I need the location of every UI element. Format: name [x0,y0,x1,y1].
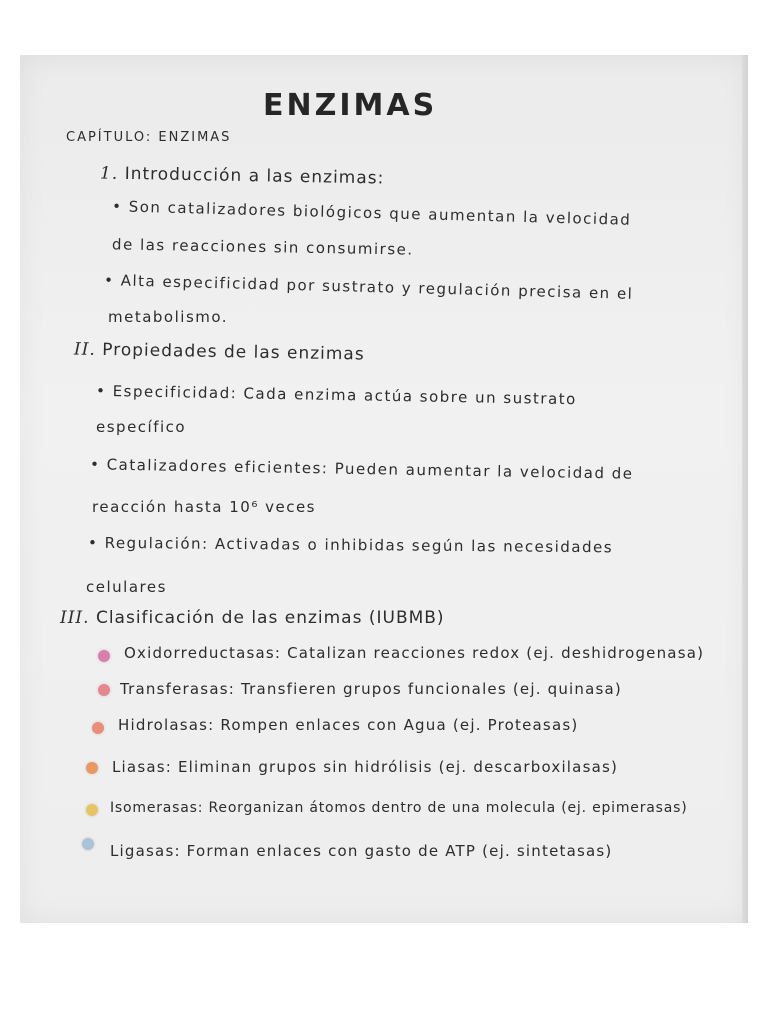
class-6-text: Ligasas: Forman enlaces con gasto de ATP (ej. sintetasas) [110,842,613,860]
section-1-line-1: • Son catalizadores biológicos que aumentan la velocidad [111,197,632,229]
section-1-number: 1. [99,163,119,184]
page-title: ENZIMAS [263,88,438,123]
section-2-line-4: reacción hasta 10⁶ veces [92,498,316,516]
section-3-title: Clasificación de las enzimas (IUBMB) [95,608,445,628]
section-2-line-3: • Catalizadores eficientes: Pueden aumentar la velocidad de [89,455,634,483]
class-4-color-dot [86,762,98,774]
class-5-color-dot [86,804,98,816]
class-1-text: Oxidorreductasas: Catalizan reacciones redox (ej. deshidrogenasa) [124,644,705,662]
page-edge [742,55,748,923]
section-3-heading [60,608,445,628]
section-2-title: Propiedades de las enzimas [102,339,365,365]
class-1-color-dot [98,650,110,662]
section-2-line-5: • Regulación: Activadas o inhibidas según las necesidades [87,533,614,557]
section-1-title: Introducción a las enzimas: [124,163,385,189]
class-4-text: Liasas: Eliminan grupos sin hidrólisis (ej. descarboxilasas) [112,758,619,776]
section-2-number: II. [73,339,97,360]
class-2-text: Transferasas: Transfieren grupos funcionales (ej. quinasa) [120,680,622,698]
section-2-line-1: • Especificidad: Cada enzima actúa sobre un sustrato [95,381,577,409]
class-5-text: Isomerasas: Reorganizan átomos dentro de una molecula (ej. epimerasas) [110,800,688,816]
class-3-text: Hidrolasas: Rompen enlaces con Agua (ej. Proteasas) [118,716,579,734]
section-1-line-3: • Alta especificidad por sustrato y regulación precisa en el [103,271,634,303]
class-3-color-dot [92,722,104,734]
class-2-color-dot [98,684,110,696]
class-6-color-dot [82,838,94,850]
section-2-line-2: específico [96,418,187,436]
section-2-line-6: celulares [86,578,167,596]
section-1-line-2: de las reacciones sin consumirse. [111,235,414,259]
section-1-line-4: metabolismo. [108,308,229,326]
chapter-heading: CAPÍTULO: ENZIMAS [66,130,232,145]
section-3-number: III. [60,608,90,628]
